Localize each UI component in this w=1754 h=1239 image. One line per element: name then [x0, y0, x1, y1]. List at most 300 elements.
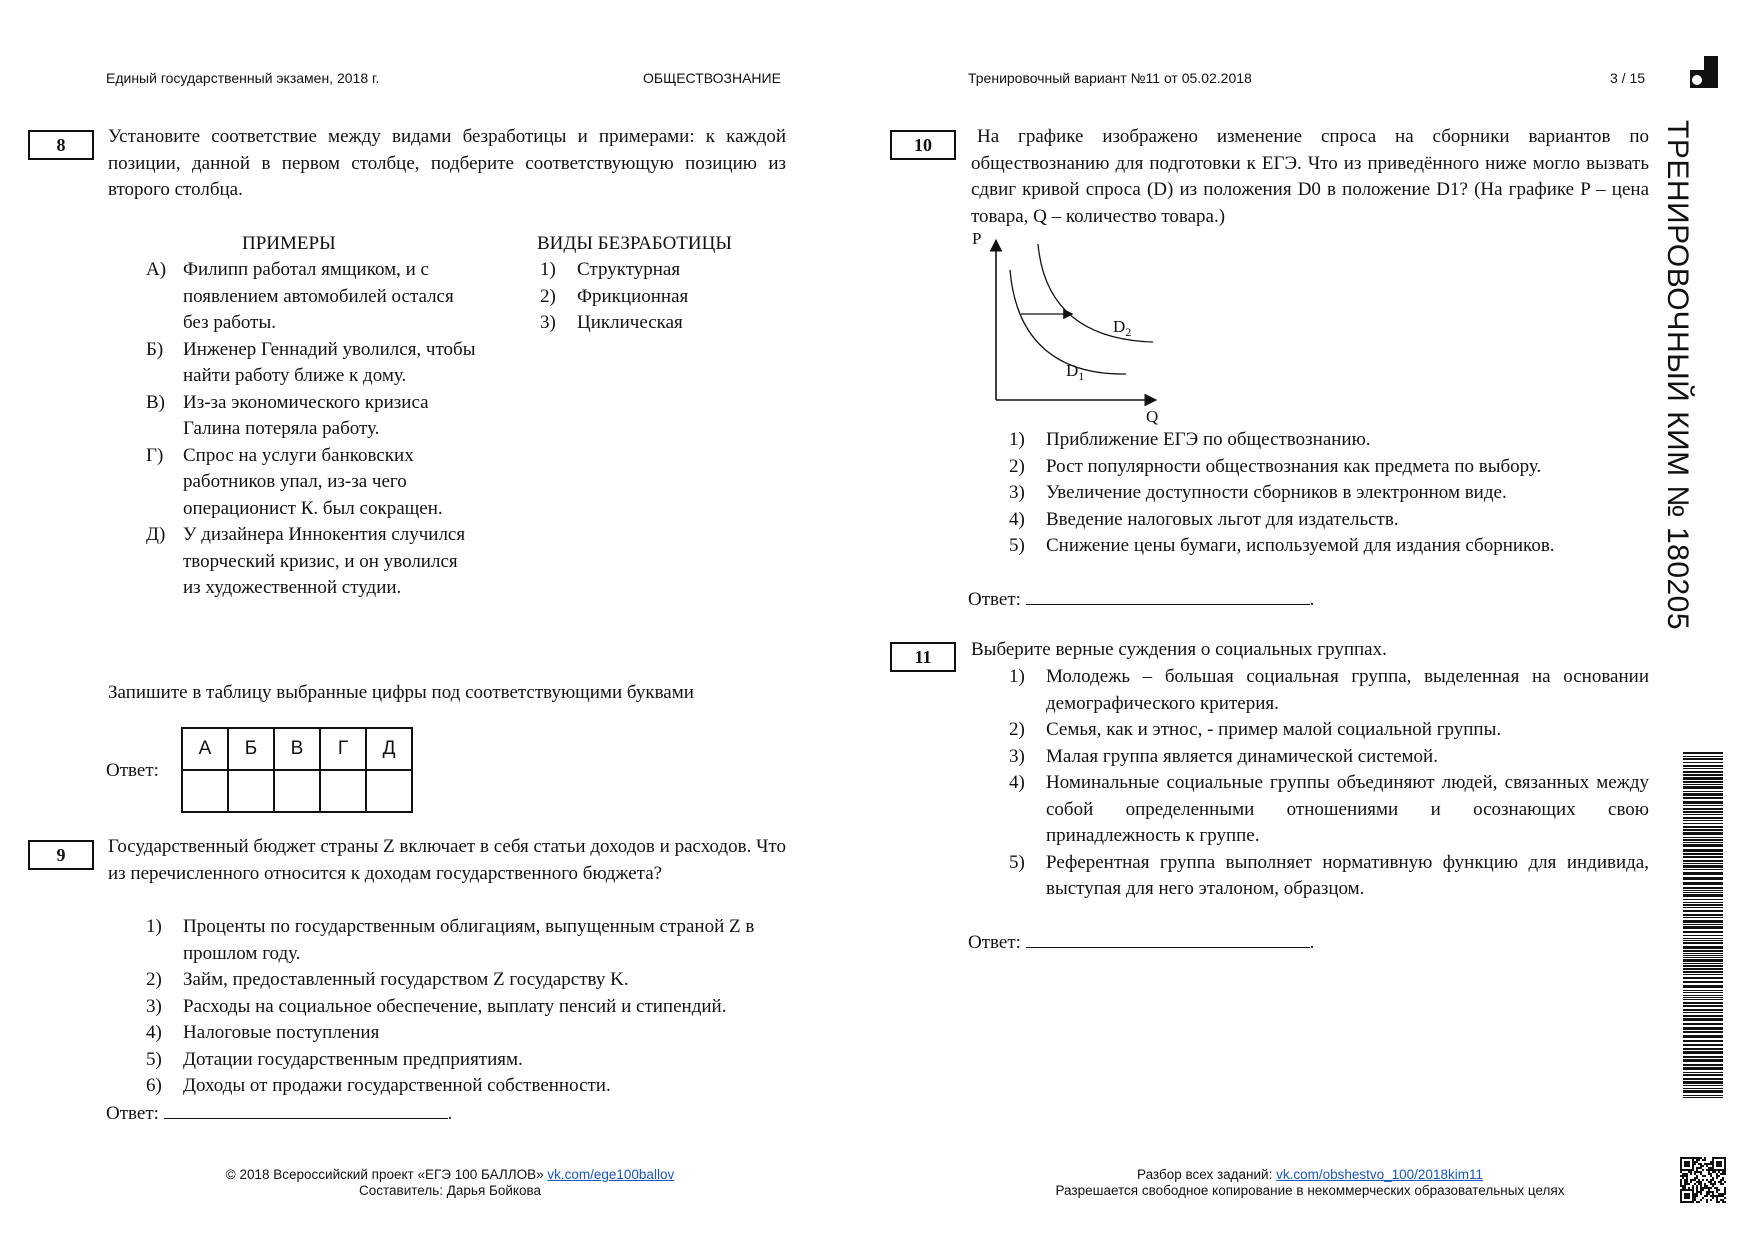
barcode-bar: [1683, 920, 1723, 923]
qr-module: [1690, 1189, 1692, 1191]
barcode-bar: [1683, 849, 1723, 852]
q8-answer-header-a: А: [182, 728, 228, 770]
qr-module: [1690, 1173, 1692, 1175]
q8-answer-cell-a[interactable]: [182, 770, 228, 812]
qr-module: [1700, 1181, 1702, 1183]
qr-module: [1710, 1199, 1712, 1201]
barcode-bar: [1683, 814, 1723, 815]
q8-examples-title: ПРИМЕРЫ: [242, 233, 336, 254]
barcode-bar: [1683, 853, 1723, 855]
q10-label-d2: $D_2$: [1113, 317, 1132, 339]
q9-answer-field[interactable]: [164, 1100, 448, 1119]
q10-answer-label: Ответ:: [968, 589, 1021, 610]
footer-copyright: © 2018 Всероссийский проект «ЕГЭ 100 БАЛЛОВ»: [225, 1167, 544, 1182]
qr-module: [1686, 1201, 1688, 1203]
barcode-bar: [1683, 955, 1723, 956]
q8-answer-label: Ответ:: [106, 760, 159, 781]
qr-module: [1712, 1191, 1714, 1193]
qr-module: [1712, 1197, 1714, 1199]
qr-module: [1704, 1195, 1706, 1197]
qr-module: [1696, 1193, 1698, 1195]
question-8-number: 8: [28, 130, 94, 160]
barcode-bar: [1683, 971, 1723, 973]
barcode-bar: [1683, 882, 1723, 885]
barcode-bar: [1683, 890, 1723, 891]
qr-module: [1702, 1159, 1704, 1161]
q10-answer-field[interactable]: [1026, 586, 1310, 605]
qr-module: [1708, 1181, 1710, 1183]
qr-module: [1708, 1163, 1710, 1165]
qr-module: [1716, 1161, 1718, 1163]
qr-module: [1690, 1171, 1692, 1173]
qr-module: [1710, 1191, 1712, 1193]
qr-module: [1716, 1169, 1718, 1171]
qr-module: [1720, 1165, 1722, 1167]
question-9-number: 9: [28, 840, 94, 870]
qr-module: [1710, 1181, 1712, 1183]
barcode-bar: [1683, 887, 1723, 889]
qr-module: [1706, 1187, 1708, 1189]
qr-module: [1712, 1193, 1714, 1195]
barcode-bar: [1683, 1023, 1723, 1025]
qr-module: [1720, 1195, 1722, 1197]
qr-module: [1700, 1173, 1702, 1175]
qr-module: [1696, 1171, 1698, 1173]
qr-module: [1684, 1185, 1686, 1187]
barcode-bar: [1683, 765, 1723, 767]
footer-right-line1: [990, 1167, 1630, 1183]
q11-answer-row: [968, 929, 1314, 957]
q9-option-2: 2) Займ, предоставленный государством Z государству K.: [146, 969, 629, 990]
qr-module: [1716, 1199, 1718, 1201]
qr-module: [1704, 1163, 1706, 1165]
qr-module: [1680, 1197, 1682, 1199]
logo-icon: [1690, 56, 1718, 88]
q11-option-2: 2) Семья, как и этнос, - пример малой социальной группы.: [1009, 719, 1502, 740]
barcode-bar: [1683, 1015, 1723, 1017]
qr-module: [1720, 1181, 1722, 1183]
qr-module: [1706, 1169, 1708, 1171]
q10-options-list: [1009, 427, 1649, 560]
qr-module: [1698, 1163, 1700, 1165]
barcode: [1683, 752, 1723, 1100]
qr-module: [1688, 1169, 1690, 1171]
question-11-number: 11: [890, 642, 956, 672]
qr-module: [1708, 1187, 1710, 1189]
barcode-bar: [1683, 801, 1723, 804]
barcode-bar: [1683, 917, 1723, 918]
qr-module: [1722, 1177, 1724, 1179]
qr-module: [1714, 1169, 1716, 1171]
qr-module: [1698, 1171, 1700, 1173]
q9-option-1: 1) Проценты по государственным облигациям, выпущенным страной Z в прошлом году.: [146, 916, 755, 964]
qr-module: [1682, 1185, 1684, 1187]
q11-answer-field[interactable]: [1026, 929, 1310, 948]
qr-module: [1686, 1157, 1688, 1159]
qr-module: [1700, 1171, 1702, 1173]
qr-module: [1698, 1201, 1700, 1203]
qr-module: [1682, 1189, 1684, 1191]
qr-module: [1694, 1197, 1696, 1199]
barcode-bar: [1683, 786, 1723, 789]
barcode-bar: [1683, 1064, 1723, 1066]
barcode-bar: [1683, 942, 1723, 944]
qr-module: [1702, 1189, 1704, 1191]
qr-module: [1720, 1179, 1722, 1181]
qr-module: [1688, 1197, 1690, 1199]
qr-module: [1708, 1189, 1710, 1191]
qr-module: [1724, 1171, 1726, 1173]
q10-label-d1: $D_1$: [1066, 361, 1085, 383]
barcode-bar: [1683, 963, 1723, 964]
q8-type-3: 3) Циклическая: [540, 312, 683, 333]
qr-module: [1688, 1157, 1690, 1159]
qr-module: [1704, 1159, 1706, 1161]
barcode-bar: [1683, 1078, 1723, 1080]
barcode-bar: [1683, 894, 1723, 897]
qr-module: [1710, 1195, 1712, 1197]
qr-module: [1682, 1173, 1684, 1175]
barcode-bar: [1683, 839, 1723, 841]
qr-module: [1712, 1161, 1714, 1163]
qr-module: [1716, 1165, 1718, 1167]
q10-demand-graph: [966, 230, 1166, 426]
q8-types-title: ВИДЫ БЕЗРАБОТИЦЫ: [537, 233, 732, 254]
q8-answer-header-v: В: [274, 728, 320, 770]
qr-module: [1700, 1157, 1702, 1159]
qr-module: [1720, 1199, 1722, 1201]
q9-option-4: 4) Налоговые поступления: [146, 1022, 380, 1043]
qr-module: [1700, 1187, 1702, 1189]
qr-module: [1722, 1199, 1724, 1201]
q8-examples-list: [146, 257, 476, 602]
q9-option-3: 3) Расходы на социальное обеспечение, выплату пенсий и стипендий.: [146, 995, 727, 1017]
q8-answer-cell-g[interactable]: [320, 770, 366, 812]
qr-module: [1690, 1201, 1692, 1203]
qr-module: [1694, 1163, 1696, 1165]
qr-module: [1722, 1157, 1724, 1159]
qr-module: [1692, 1193, 1694, 1195]
qr-module: [1722, 1201, 1724, 1203]
qr-module: [1682, 1175, 1684, 1177]
qr-module: [1716, 1163, 1718, 1165]
qr-module: [1686, 1175, 1688, 1177]
qr-module: [1706, 1185, 1708, 1187]
qr-module: [1712, 1171, 1714, 1173]
qr-module: [1696, 1175, 1698, 1177]
qr-module: [1686, 1161, 1688, 1163]
qr-module: [1692, 1165, 1694, 1167]
qr-module: [1724, 1193, 1726, 1195]
qr-module: [1702, 1175, 1704, 1177]
qr-module: [1708, 1193, 1710, 1195]
qr-module: [1688, 1161, 1690, 1163]
barcode-bar: [1683, 902, 1723, 903]
qr-module: [1680, 1175, 1682, 1177]
qr-module: [1682, 1177, 1684, 1179]
barcode-bar: [1683, 869, 1723, 870]
qr-module: [1700, 1165, 1702, 1167]
qr-module: [1708, 1171, 1710, 1173]
qr-module: [1702, 1187, 1704, 1189]
qr-module: [1718, 1161, 1720, 1163]
qr-module: [1724, 1161, 1726, 1163]
qr-module: [1722, 1169, 1724, 1171]
q9-options-list: [146, 914, 786, 1100]
barcode-bar: [1683, 938, 1723, 939]
q11-answer-label: Ответ:: [968, 932, 1021, 953]
qr-module: [1682, 1187, 1684, 1189]
barcode-bar: [1683, 957, 1723, 958]
footer-right: [990, 1167, 1630, 1199]
qr-module: [1704, 1187, 1706, 1189]
barcode-bar: [1683, 926, 1723, 929]
q8-answer-cell-v[interactable]: [274, 770, 320, 812]
q10-label-q: Q: [1146, 407, 1159, 426]
qr-module: [1696, 1195, 1698, 1197]
qr-module: [1724, 1159, 1726, 1161]
qr-module: [1696, 1185, 1698, 1187]
q10-answer-row: [968, 586, 1314, 614]
qr-module: [1712, 1177, 1714, 1179]
question-11-intro: Выберите верные суждения о социальных группах.: [971, 639, 1387, 660]
qr-module: [1710, 1179, 1712, 1181]
qr-module: [1696, 1191, 1698, 1193]
barcode-bar: [1683, 1059, 1723, 1062]
barcode-bar: [1683, 1067, 1723, 1070]
qr-module: [1684, 1163, 1686, 1165]
qr-module: [1700, 1193, 1702, 1195]
barcode-bar: [1683, 931, 1723, 933]
q10-option-3: 3) Увеличение доступности сборников в электронном виде.: [1009, 482, 1507, 503]
q9-option-6: 6) Доходы от продажи государственной собственности.: [146, 1075, 611, 1096]
q8-answer-header-d: Д: [366, 728, 412, 770]
qr-module: [1718, 1163, 1720, 1165]
qr-module: [1694, 1195, 1696, 1197]
qr-module: [1680, 1201, 1682, 1203]
barcode-bar: [1683, 808, 1723, 810]
barcode-bar: [1683, 791, 1723, 792]
qr-module: [1710, 1169, 1712, 1171]
qr-module: [1692, 1159, 1694, 1161]
qr-module: [1680, 1163, 1682, 1165]
qr-module: [1686, 1197, 1688, 1199]
barcode-bar: [1683, 768, 1723, 769]
qr-module: [1712, 1169, 1714, 1171]
qr-module: [1684, 1165, 1686, 1167]
qr-module: [1706, 1201, 1708, 1203]
qr-module: [1690, 1181, 1692, 1183]
q10-curve-d2: [1038, 244, 1153, 342]
barcode-bar: [1683, 1051, 1723, 1054]
qr-module: [1702, 1179, 1704, 1181]
qr-module: [1684, 1169, 1686, 1171]
qr-module: [1708, 1169, 1710, 1171]
qr-module: [1704, 1183, 1706, 1185]
qr-module: [1680, 1169, 1682, 1171]
qr-module: [1712, 1167, 1714, 1169]
qr-module: [1712, 1163, 1714, 1165]
qr-module: [1682, 1157, 1684, 1159]
barcode-bar: [1683, 820, 1723, 821]
barcode-bar: [1683, 992, 1723, 993]
footer-analysis-link[interactable]: vk.com/obshestvo_100/2018kim11: [1276, 1167, 1483, 1182]
qr-module: [1698, 1181, 1700, 1183]
barcode-bar: [1683, 1085, 1723, 1086]
qr-module: [1684, 1175, 1686, 1177]
barcode-bar: [1683, 829, 1723, 831]
qr-module: [1716, 1173, 1718, 1175]
q8-answer-cell-d[interactable]: [366, 770, 412, 812]
qr-module: [1680, 1157, 1682, 1159]
qr-module: [1688, 1171, 1690, 1173]
footer-vk-link[interactable]: vk.com/ege100ballov: [547, 1167, 675, 1182]
qr-module: [1706, 1191, 1708, 1193]
barcode-bar: [1683, 811, 1723, 813]
barcode-bar: [1683, 999, 1723, 1000]
qr-module: [1714, 1183, 1716, 1185]
barcode-bar: [1683, 907, 1723, 908]
qr-module: [1706, 1179, 1708, 1181]
qr-module: [1716, 1195, 1718, 1197]
q10-curve-d1: [1010, 270, 1126, 374]
barcode-bar: [1683, 1044, 1723, 1046]
qr-module: [1708, 1167, 1710, 1169]
qr-module: [1684, 1181, 1686, 1183]
barcode-bar: [1683, 985, 1723, 988]
qr-module: [1692, 1185, 1694, 1187]
qr-module: [1698, 1157, 1700, 1159]
q8-type-2: 2) Фрикционная: [540, 285, 689, 307]
qr-module: [1700, 1163, 1702, 1165]
qr-module: [1714, 1171, 1716, 1173]
qr-module: [1710, 1163, 1712, 1165]
barcode-bar: [1683, 950, 1723, 952]
barcode-bar: [1683, 1031, 1723, 1033]
qr-module: [1684, 1195, 1686, 1197]
q8-answer-header-g: Г: [320, 728, 366, 770]
barcode-bar: [1683, 774, 1723, 776]
qr-module: [1706, 1199, 1708, 1201]
qr-module: [1712, 1185, 1714, 1187]
question-10-intro: На графике изображено изменение спроса на сборники вариантов по обществознанию для подготовки к ЕГЭ. Что из приведённого ниже могло вызвать сдвиг кривой спроса (D) из положения D0 в положение D1? (На графике P – цена товара, Q – количество товара.): [971, 126, 1649, 227]
qr-module: [1712, 1195, 1714, 1197]
qr-module: [1686, 1181, 1688, 1183]
qr-module: [1696, 1169, 1698, 1171]
qr-module: [1694, 1177, 1696, 1179]
qr-module: [1686, 1193, 1688, 1195]
barcode-bar: [1683, 844, 1723, 847]
barcode-bar: [1683, 771, 1723, 773]
barcode-bar: [1683, 940, 1723, 941]
qr-module: [1706, 1195, 1708, 1197]
qr-module: [1680, 1189, 1682, 1191]
q8-type-1: 1) Структурная: [540, 259, 681, 280]
qr-module: [1698, 1159, 1700, 1161]
footer-left: [180, 1167, 720, 1199]
q11-option-3: 3) Малая группа является динамической системой.: [1009, 745, 1438, 767]
qr-module: [1696, 1167, 1698, 1169]
barcode-bar: [1683, 1018, 1723, 1021]
qr-module: [1680, 1185, 1682, 1187]
qr-module: [1692, 1197, 1694, 1199]
qr-module: [1694, 1199, 1696, 1201]
qr-module: [1700, 1185, 1702, 1187]
barcode-bar: [1683, 1035, 1723, 1038]
qr-module: [1694, 1173, 1696, 1175]
qr-module: [1696, 1201, 1698, 1203]
qr-module: [1684, 1197, 1686, 1199]
qr-module: [1704, 1185, 1706, 1187]
q11-options-list: [1009, 664, 1649, 903]
barcode-bar: [1683, 965, 1723, 967]
header-variant: Тренировочный вариант №11 от 05.02.2018: [968, 70, 1252, 86]
qr-module: [1680, 1181, 1682, 1183]
qr-module: [1724, 1169, 1726, 1171]
qr-module: [1698, 1179, 1700, 1181]
q11-option-4: 4) Номинальные социальные группы объединяют людей, связанных между собой определенными отношениями и осознающих свою принадлежность к группе.: [1009, 772, 1649, 846]
qr-module: [1714, 1181, 1716, 1183]
qr-module: [1680, 1167, 1682, 1169]
qr-module: [1718, 1181, 1720, 1183]
q8-instruction: Запишите в таблицу выбранные цифры под соответствующими буквами: [108, 682, 694, 703]
qr-module: [1692, 1179, 1694, 1181]
barcode-bar: [1683, 1027, 1723, 1030]
qr-module: [1686, 1177, 1688, 1179]
barcode-bar: [1683, 1056, 1723, 1058]
q9-answer-period: .: [447, 1103, 453, 1124]
qr-module: [1712, 1183, 1714, 1185]
qr-module: [1680, 1193, 1682, 1195]
barcode-bar: [1683, 981, 1723, 983]
qr-module: [1680, 1183, 1682, 1185]
q10-label-p: P: [972, 230, 982, 248]
qr-module: [1686, 1179, 1688, 1181]
qr-module: [1710, 1183, 1712, 1185]
qr-module: [1718, 1193, 1720, 1195]
qr-module: [1696, 1157, 1698, 1159]
qr-module: [1686, 1165, 1688, 1167]
barcode-bar: [1683, 924, 1723, 925]
qr-module: [1684, 1189, 1686, 1191]
q9-option-5: 5) Дотации государственным предприятиям.: [146, 1048, 523, 1070]
barcode-bar: [1683, 977, 1723, 979]
qr-module: [1680, 1179, 1682, 1181]
q9-answer-row: [106, 1100, 452, 1128]
q8-answer-cell-b[interactable]: [228, 770, 274, 812]
qr-module: [1716, 1177, 1718, 1179]
barcode-bar: [1683, 904, 1723, 906]
barcode-bar: [1683, 1040, 1723, 1042]
qr-module: [1718, 1165, 1720, 1167]
qr-module: [1718, 1201, 1720, 1203]
barcode-bar: [1683, 842, 1723, 843]
qr-module: [1688, 1163, 1690, 1165]
q8-types-list: [540, 257, 780, 337]
barcode-bar: [1683, 953, 1723, 954]
qr-module: [1694, 1171, 1696, 1173]
qr-module: [1684, 1179, 1686, 1181]
barcode-bar: [1683, 758, 1723, 760]
qr-module: [1682, 1201, 1684, 1203]
qr-module: [1714, 1195, 1716, 1197]
qr-module: [1720, 1183, 1722, 1185]
qr-module: [1684, 1201, 1686, 1203]
barcode-bar: [1683, 1095, 1723, 1096]
footer-left-line1: [180, 1167, 720, 1183]
qr-module: [1688, 1187, 1690, 1189]
qr-module: [1720, 1163, 1722, 1165]
